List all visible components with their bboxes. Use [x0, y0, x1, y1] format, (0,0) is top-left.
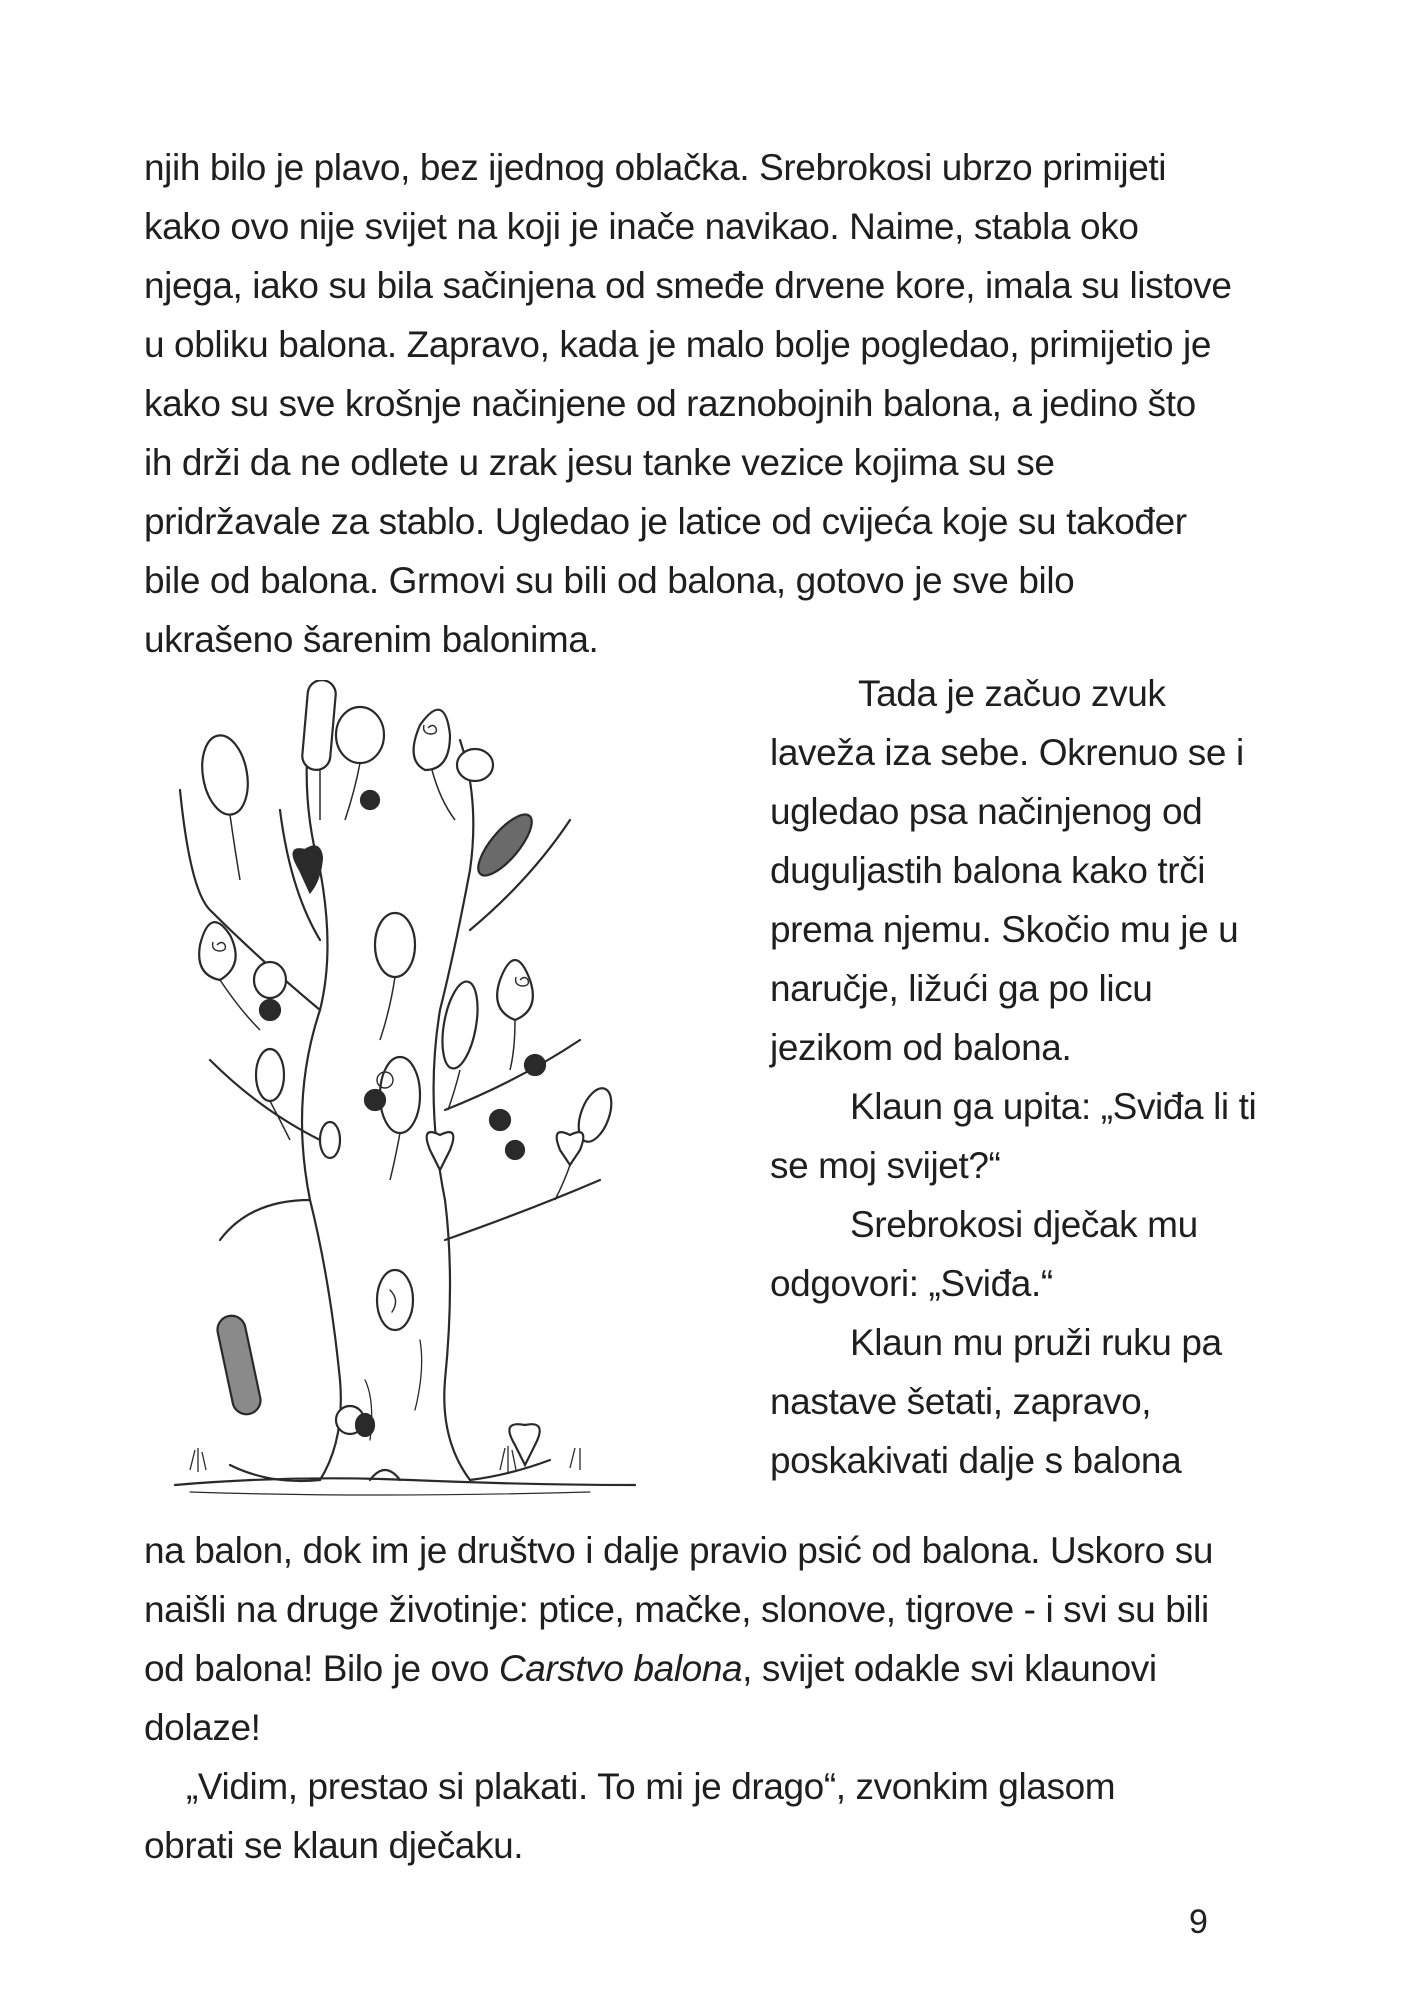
- text-line: „Vidim, prestao si plakati. To mi je drago“, zvonkim glasom: [186, 1766, 1116, 1807]
- italic-title: Carstvo balona: [498, 1648, 743, 1689]
- side-column-text: [770, 664, 1310, 1490]
- balloon: [356, 1414, 374, 1436]
- paragraph-3: [144, 1757, 1304, 1875]
- text-line: Klaun ga upita: „Sviđa li ti: [850, 1086, 1257, 1127]
- branch: [220, 1200, 310, 1240]
- bark-knot: [320, 1122, 340, 1158]
- balloon: [414, 710, 450, 770]
- text-line: njih bilo je plavo, bez ijednog oblačka. Srebrokosi ubrzo primijeti: [144, 147, 1167, 188]
- balloon: [336, 707, 384, 763]
- branch: [180, 790, 320, 1010]
- text-line: na balon, dok im je društvo i dalje pravio psić od balona. Uskoro su: [144, 1530, 1214, 1571]
- text-line: kako su sve krošnje načinjene od raznobojnih balona, a jedino što: [144, 383, 1196, 424]
- text-segment: od balona! Bilo je ovo: [144, 1648, 499, 1689]
- text-line: ih drži da ne odlete u zrak jesu tanke vezice kojima su se: [144, 442, 1055, 483]
- balloon: [427, 1132, 454, 1170]
- ground-shadow: [190, 1492, 590, 1495]
- text-line: ugledao psa načinjenog od: [770, 791, 1203, 832]
- text-line: kako ovo nije svijet na koji je inače navikao. Naime, stabla oko: [144, 206, 1139, 247]
- text-line: prema njemu. Skočio mu je u: [770, 909, 1239, 950]
- branch: [445, 1180, 600, 1240]
- balloon: [457, 749, 493, 781]
- paragraph-2: [144, 1521, 1304, 1757]
- text-line: naručje, ližući ga po licu: [770, 968, 1153, 1009]
- balloon-tree-illustration: [170, 680, 640, 1515]
- text-line: bile od balona. Grmovi su bili od balona, gotovo je sve bilo: [144, 560, 1075, 601]
- text-line: obrati se klaun dječaku.: [144, 1825, 524, 1866]
- text-line: u obliku balona. Zapravo, kada je malo bolje pogledao, primijetio je: [144, 324, 1212, 365]
- text-line: laveža iza sebe. Okrenuo se i: [770, 732, 1244, 773]
- balloon: [301, 680, 337, 771]
- text-line: Srebrokosi dječak mu: [850, 1204, 1198, 1245]
- balloon: [557, 1132, 584, 1165]
- text-line: pridržavale za stablo. Ugledao je latice od cvijeća koje su također: [144, 501, 1187, 542]
- text-line: Tada je začuo zvuk: [858, 673, 1166, 714]
- balloon: [256, 1049, 284, 1101]
- text-line: njega, iako su bila sačinjena od smeđe drvene kore, imala su listove: [144, 265, 1232, 306]
- balloon: [506, 1141, 524, 1159]
- balloon: [196, 732, 253, 818]
- text-line: Klaun mu pruži ruku pa: [850, 1322, 1222, 1363]
- balloon: [380, 1057, 420, 1133]
- ground-line: [175, 1478, 635, 1485]
- text-line: naišli na druge životinje: ptice, mačke, slonove, tigrove - i svi su bili: [144, 1589, 1209, 1630]
- text-line: ukrašeno šarenim balonima.: [144, 619, 599, 660]
- balloon: [365, 1090, 385, 1110]
- balloon: [215, 1313, 263, 1417]
- root: [470, 1460, 550, 1480]
- balloon: [525, 1055, 545, 1075]
- balloon: [361, 791, 379, 809]
- balloon: [294, 846, 322, 892]
- text-line: dolaze!: [144, 1707, 261, 1748]
- page-number: 9: [1189, 1903, 1208, 1941]
- text-line: se moj svijet?“: [770, 1145, 1001, 1186]
- text-line: odgovori: „Sviđa.“: [770, 1263, 1053, 1304]
- text-segment: , svijet odakle svi klaunovi: [742, 1648, 1157, 1689]
- trunk-right: [434, 870, 470, 1480]
- balloon: [490, 1110, 510, 1130]
- text-line: poskakivati dalje s balona: [770, 1440, 1182, 1481]
- text-line: jezikom od balona.: [770, 1027, 1072, 1068]
- text-line: nastave šetati, zapravo,: [770, 1381, 1152, 1422]
- text-line: duguljastih balona kako trči: [770, 850, 1206, 891]
- balloon: [497, 960, 533, 1020]
- balloon: [260, 1000, 280, 1020]
- trunk-left: [302, 870, 341, 1480]
- paragraph-1: [144, 138, 1304, 669]
- balloon: [375, 913, 415, 977]
- balloon: [254, 962, 286, 998]
- text-line: [144, 1639, 1304, 1698]
